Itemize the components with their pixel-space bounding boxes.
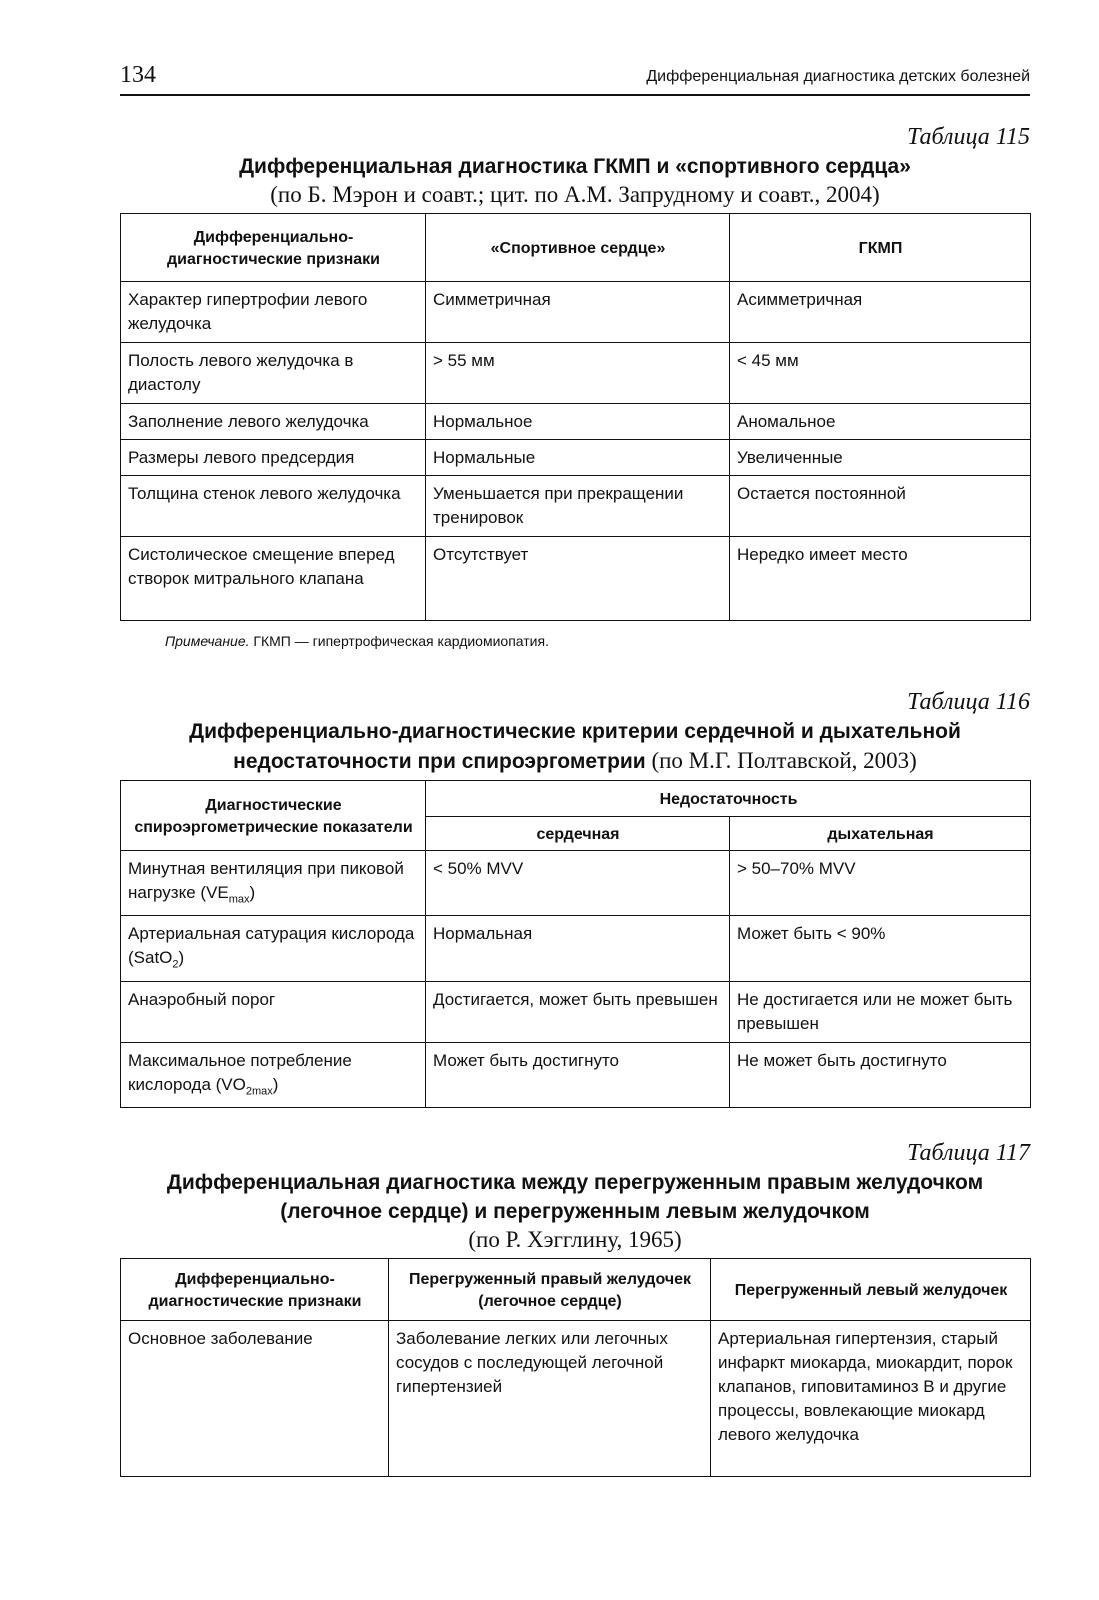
table-cell: Уменьшается при прекращении тренировок (426, 476, 730, 537)
column-header: ГКМП (730, 214, 1031, 282)
table-title (120, 1168, 1030, 1226)
table-cell: Достигается, может быть превышен (426, 981, 730, 1042)
table-label: Таблица 116 (907, 689, 1030, 715)
table-row (121, 537, 1031, 621)
table-cell: Характер гипертрофии левого желудочка (121, 282, 426, 343)
table-115-section (120, 122, 1030, 649)
table-115 (120, 213, 1031, 621)
table-cell: Анаэробный порог (121, 981, 426, 1042)
table-cell: Нормальное (426, 404, 730, 440)
table-row (121, 476, 1031, 537)
column-header: сердечная (426, 817, 730, 851)
cell-text: Минутная вентиляция при пиковой нагрузке (VE (128, 859, 404, 902)
column-header: «Спортивное сердце» (426, 214, 730, 282)
table-cell: Симметричная (426, 282, 730, 343)
table-116 (120, 780, 1031, 1108)
note-label: Примечание. (165, 633, 250, 649)
column-header: Диагностические спироэргометрические показатели (121, 781, 426, 851)
table-cell: Нормальные (426, 440, 730, 476)
running-head (120, 60, 1030, 96)
table-117 (120, 1258, 1031, 1477)
cell-text-tail: ) (178, 948, 185, 968)
table-note (165, 633, 1030, 649)
table-cell: Может быть < 90% (730, 916, 1031, 981)
table-source: (по Р. Хэгглину, 1965) (468, 1227, 682, 1253)
cell-subscript: 2max (245, 1085, 273, 1098)
table-row (121, 851, 1031, 916)
column-header: Дифференциально-диагностические признаки (121, 1259, 389, 1321)
cell-subscript: max (228, 893, 250, 906)
column-header: дыхательная (730, 817, 1031, 851)
table-row (121, 404, 1031, 440)
table-header-row (121, 781, 1031, 817)
table-cell: Может быть достигнуто (426, 1042, 730, 1107)
page-number: 134 (120, 62, 156, 88)
table-cell: Не может быть достигнуто (730, 1042, 1031, 1107)
title-line-2: (легочное сердце) и перегруженным левым желудочком (280, 1200, 870, 1224)
title-line-1: Дифференциально-диагностические критерии сердечной и дыхательной (189, 720, 961, 743)
note-text: ГКМП — гипертрофическая кардиомиопатия. (249, 633, 549, 649)
title-line-1: Дифференциальная диагностика между перегруженным правым желудочком (166, 1171, 984, 1195)
book-page (120, 60, 1030, 1477)
column-header: Перегруженный правый желудочек (легочное сердце) (389, 1259, 711, 1321)
table-cell: Заполнение левого желудочка (121, 404, 426, 440)
title-line-2: недостаточности при спироэргометрии (233, 750, 646, 773)
table-cell: Отсутствует (426, 537, 730, 621)
cell-text: Артериальная сатурация кислорода (SatO (128, 924, 415, 968)
running-title: Дифференциальная диагностика детских болезней (646, 68, 1030, 85)
table-row (121, 440, 1031, 476)
table-cell: Аномальное (730, 404, 1031, 440)
table-cell: Основное заболевание (121, 1321, 389, 1477)
table-cell: > 50–70% MVV (730, 851, 1031, 916)
cell-subscript: 2 (172, 958, 179, 971)
table-cell (121, 916, 426, 981)
table-cell: < 50% MVV (426, 851, 730, 916)
table-row (121, 916, 1031, 981)
table-title: Дифференциальная диагностика ГКМП и «спортивного сердца» (239, 155, 911, 178)
table-cell (121, 1042, 426, 1107)
table-cell: > 55 мм (426, 343, 730, 404)
table-header-row (121, 1259, 1031, 1321)
table-row (121, 1321, 1031, 1477)
table-cell: Толщина стенок левого желудочка (121, 476, 426, 537)
cell-text-tail: ) (272, 1074, 279, 1094)
column-group-header: Недостаточность (426, 781, 1031, 817)
table-cell: Полость левого желудочка в диастолу (121, 343, 426, 404)
table-cell: Заболевание легких или легочных сосудов с последующей легочной гипертензией (389, 1321, 711, 1477)
table-cell (121, 851, 426, 916)
cell-text: Максимальное потребление кислорода (VO (128, 1050, 352, 1094)
table-cell: Остается постоянной (730, 476, 1031, 537)
table-cell: Увеличенные (730, 440, 1031, 476)
table-cell: Артериальная гипертензия, старый инфаркт миокарда, миокардит, порок клапанов, гиповитаминоз B и другие процессы, вовлекающие миокард левого желудочка (711, 1321, 1031, 1477)
cell-text-tail: ) (249, 883, 256, 902)
table-row (121, 282, 1031, 343)
table-cell: Нередко имеет место (730, 537, 1031, 621)
table-117-section (120, 1138, 1030, 1477)
table-cell: Систолическое смещение вперед створок митрального клапана (121, 537, 426, 621)
table-cell: Не достигается или не может быть превышен (730, 981, 1031, 1042)
table-source: (по М.Г. Полтавской, 2003) (645, 748, 917, 773)
table-label: Таблица 117 (907, 1140, 1030, 1167)
table-title (120, 717, 1030, 776)
table-116-section (120, 687, 1030, 1108)
column-header: Перегруженный левый желудочек (711, 1259, 1031, 1321)
table-cell: Нормальная (426, 916, 730, 981)
table-label: Таблица 115 (907, 124, 1030, 150)
table-source: (по Б. Мэрон и соавт.; цит. по А.М. Запрудному и соавт., 2004) (270, 182, 880, 207)
column-header: Дифференциально-диагностические признаки (121, 214, 426, 282)
table-row (121, 343, 1031, 404)
table-cell: Асимметричная (730, 282, 1031, 343)
table-header-row (121, 214, 1031, 282)
table-row (121, 1042, 1031, 1107)
table-cell: Размеры левого предсердия (121, 440, 426, 476)
table-cell: < 45 мм (730, 343, 1031, 404)
table-row (121, 981, 1031, 1042)
